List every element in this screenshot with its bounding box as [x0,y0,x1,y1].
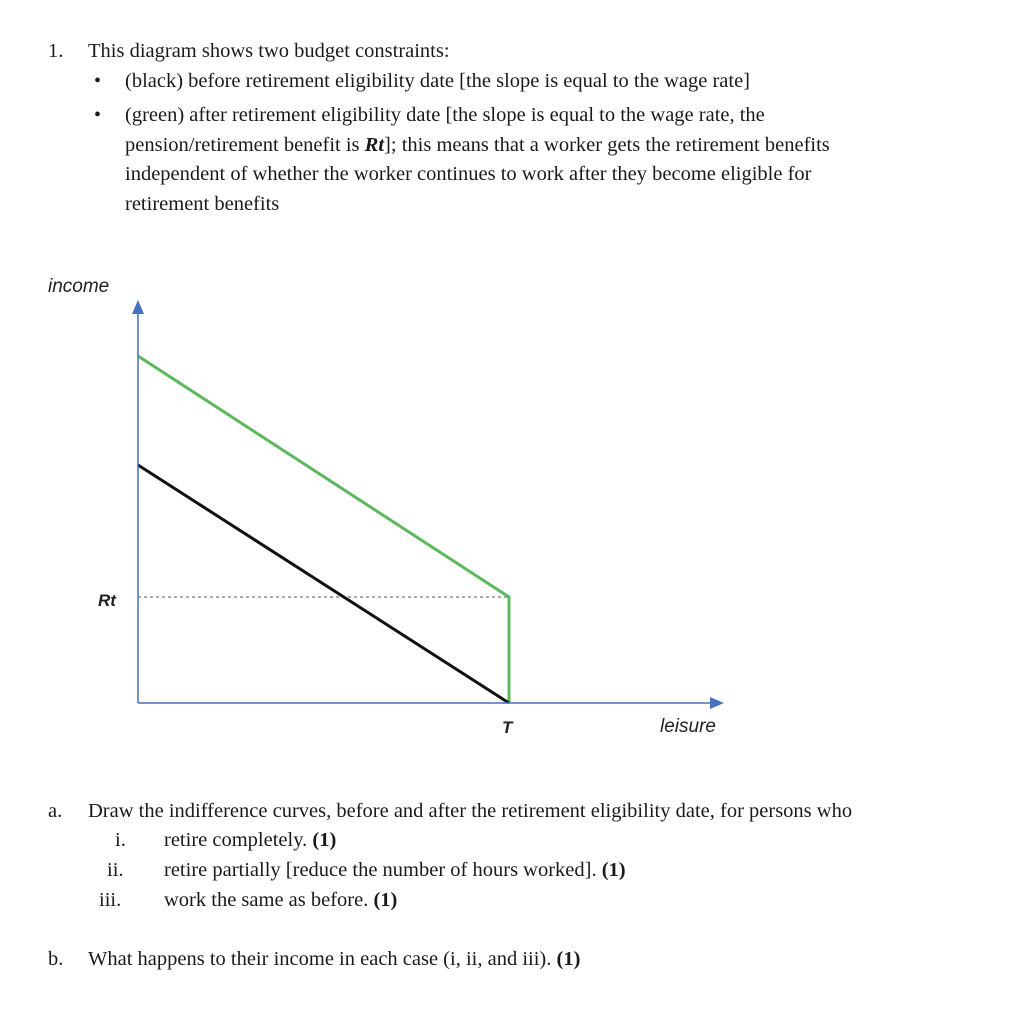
item-i-points: (1) [312,829,337,851]
part-a-text: Draw the indifference curves, before and after the retirement eligibility date, for persons who [88,800,853,822]
part-b-points: (1) [556,948,581,970]
item-iii-text [164,885,397,915]
item-iii-points: (1) [373,889,398,911]
part-b-text [88,944,580,974]
item-iii-body: work the same as before. [164,889,374,911]
item-ii-body: retire partially [reduce the number of hours worked]. [164,859,602,881]
question-intro: This diagram shows two budget constraints: [88,40,450,62]
rt-axis-label: Rt [98,591,116,610]
part-b-body: What happens to their income in each case (i, ii, and iii). [88,948,557,970]
green-line2-pre: pension/retirement benefit is [125,134,365,156]
bullet-green-line1: (green) after retirement eligibility date [the slope is equal to the wage rate, the [125,104,765,126]
y-axis-arrow [132,300,144,314]
green-budget-line [138,356,509,703]
y-axis-label: income [48,276,110,297]
item-i-body: retire completely. [164,829,313,851]
rt-bold-term: Rt [364,134,385,156]
part-b-letter: b. [48,948,64,970]
item-ii-text [164,855,626,885]
item-ii-points: (1) [601,859,626,881]
bullet-green-line4: retirement benefits [125,193,280,215]
black-budget-line [138,465,509,703]
item-i-text [164,825,336,855]
t-axis-label: T [502,718,513,737]
x-axis-arrow [710,697,724,709]
item-ii-num: ii. [107,859,124,881]
item-iii-num: iii. [99,889,122,911]
question-number: 1. [48,40,64,62]
item-i-num: i. [115,829,126,851]
bullet-dot-2: • [94,104,102,126]
bullet-green-line3: independent of whether the worker continues to work after they become eligible for [125,163,812,185]
green-line2-post: ]; this means that a worker gets the retirement benefits [384,134,830,156]
bullet-black-text: (black) before retirement eligibility date [the slope is equal to the wage rate] [125,70,750,92]
part-a-letter: a. [48,800,63,822]
x-axis-label: leisure [660,716,716,737]
bullet-dot-1: • [94,70,102,92]
